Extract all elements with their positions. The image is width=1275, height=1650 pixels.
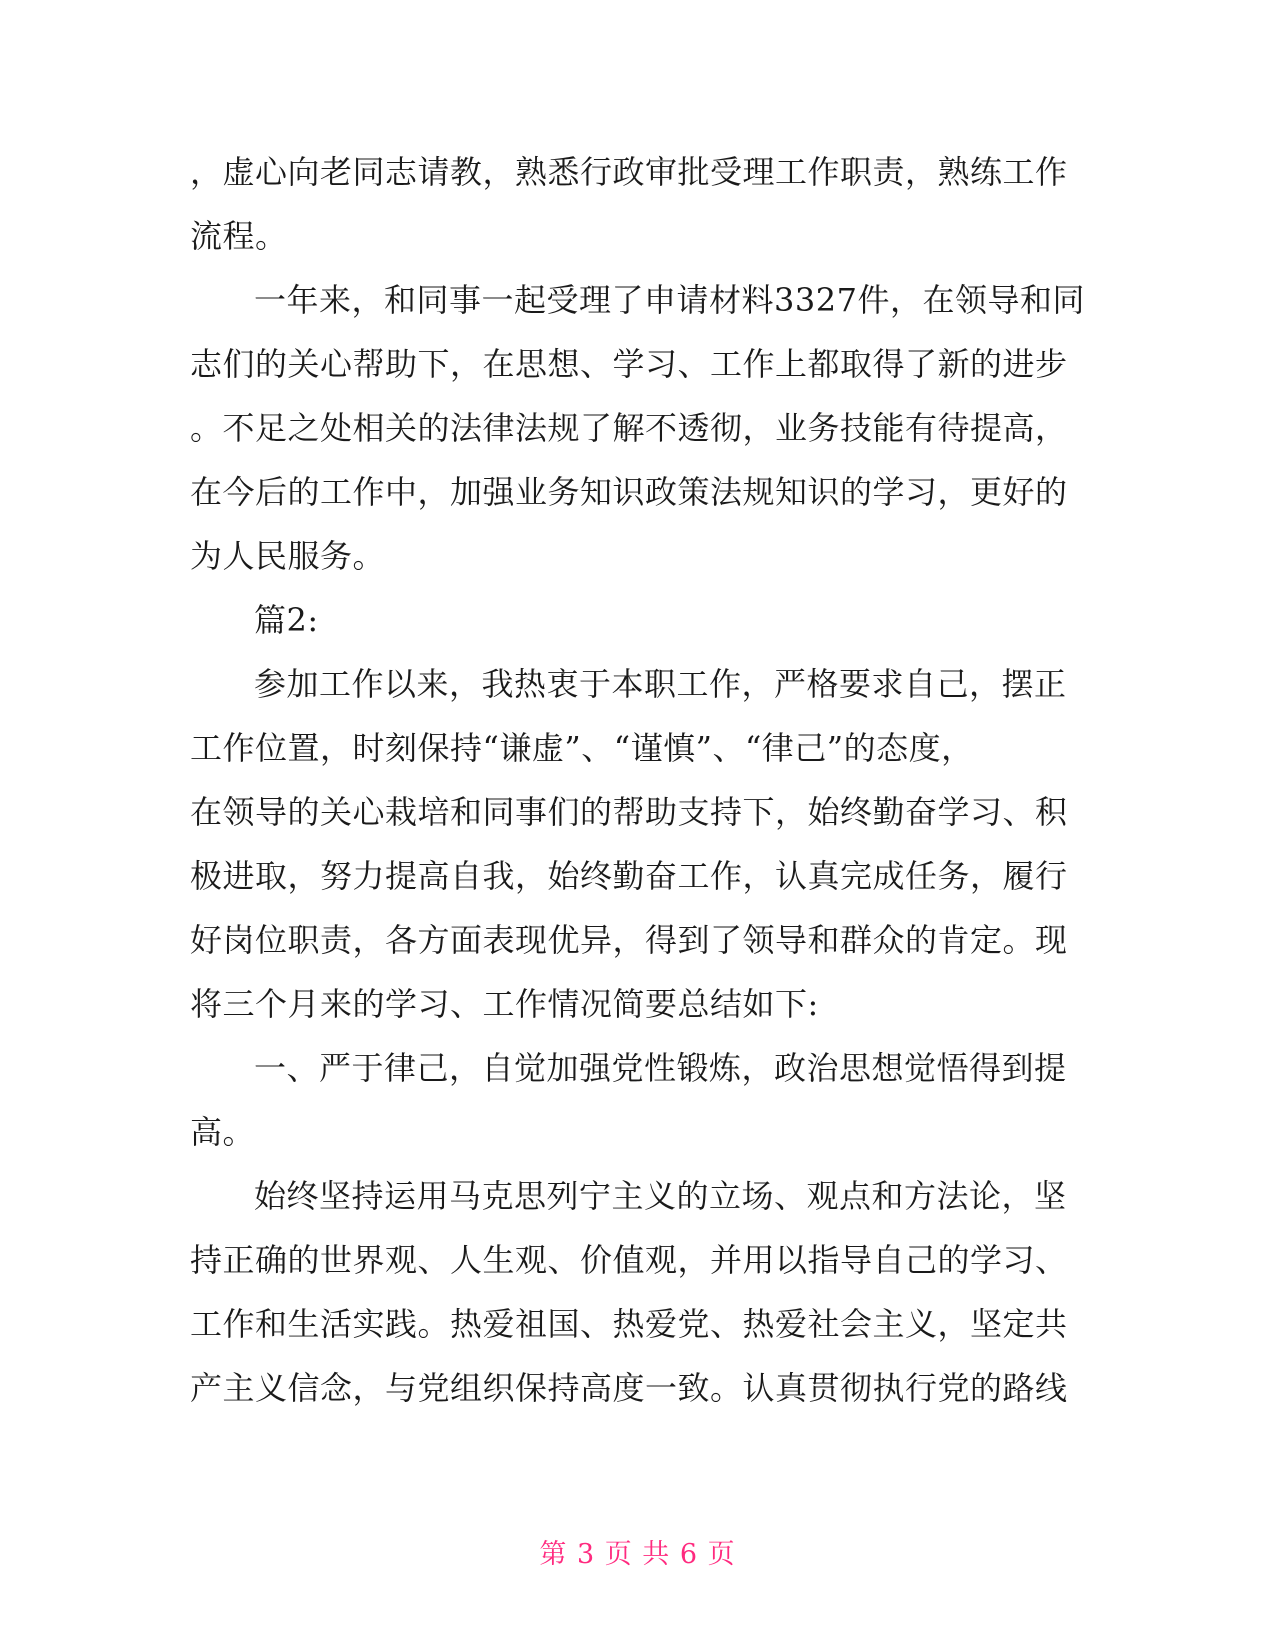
text-line: ，虚心向老同志请教，熟悉行政审批受理工作职责，熟练工作 — [190, 153, 1068, 191]
text-line: 为人民服务。 — [190, 537, 386, 575]
text-line: 极进取，努力提高自我，始终勤奋工作，认真完成任务，履行 — [190, 857, 1068, 895]
text-line: 在领导的关心栽培和同事们的帮助支持下，始终勤奋学习、积 — [190, 793, 1068, 831]
page-number-footer: 第 3 页 共 6 页 — [539, 1539, 736, 1570]
text-line: 高。 — [190, 1113, 256, 1151]
section-heading: 篇2: — [254, 601, 319, 639]
text-line: 志们的关心帮助下，在思想、学习、工作上都取得了新的进步 — [190, 345, 1068, 383]
text-line: 产主义信念，与党组织保持高度一致。认真贯彻执行党的路线 — [190, 1369, 1068, 1407]
text-line: 好岗位职责，各方面表现优异，得到了领导和群众的肯定。现 — [190, 921, 1068, 959]
text-line: 。不足之处相关的法律法规了解不透彻，业务技能有待提高， — [190, 409, 1068, 447]
text-line: 流程。 — [190, 217, 288, 255]
text-line: 持正确的世界观、人生观、价值观，并用以指导自己的学习、 — [190, 1241, 1068, 1279]
text-line: 将三个月来的学习、工作情况简要总结如下: — [190, 985, 819, 1023]
document-body — [190, 140, 1090, 1420]
text-line: 工作位置，时刻保持“谦虚”、“谨慎”、“律己”的态度， — [190, 729, 974, 767]
text-line: 在今后的工作中，加强业务知识政策法规知识的学习，更好的 — [190, 473, 1068, 511]
paragraph-start-line: 参加工作以来，我热衷于本职工作，严格要求自己，摆正 — [254, 665, 1067, 703]
text-line: 工作和生活实践。热爱祖国、热爱党、热爱社会主义，坚定共 — [190, 1305, 1068, 1343]
paragraph-start-line: 始终坚持运用马克思列宁主义的立场、观点和方法论，坚 — [254, 1177, 1067, 1215]
paragraph-start-line: 一年来，和同事一起受理了申请材料3327件，在领导和同 — [254, 281, 1085, 319]
subheading-line: 一、严于律己，自觉加强党性锻炼，政治思想觉悟得到提 — [254, 1049, 1067, 1087]
